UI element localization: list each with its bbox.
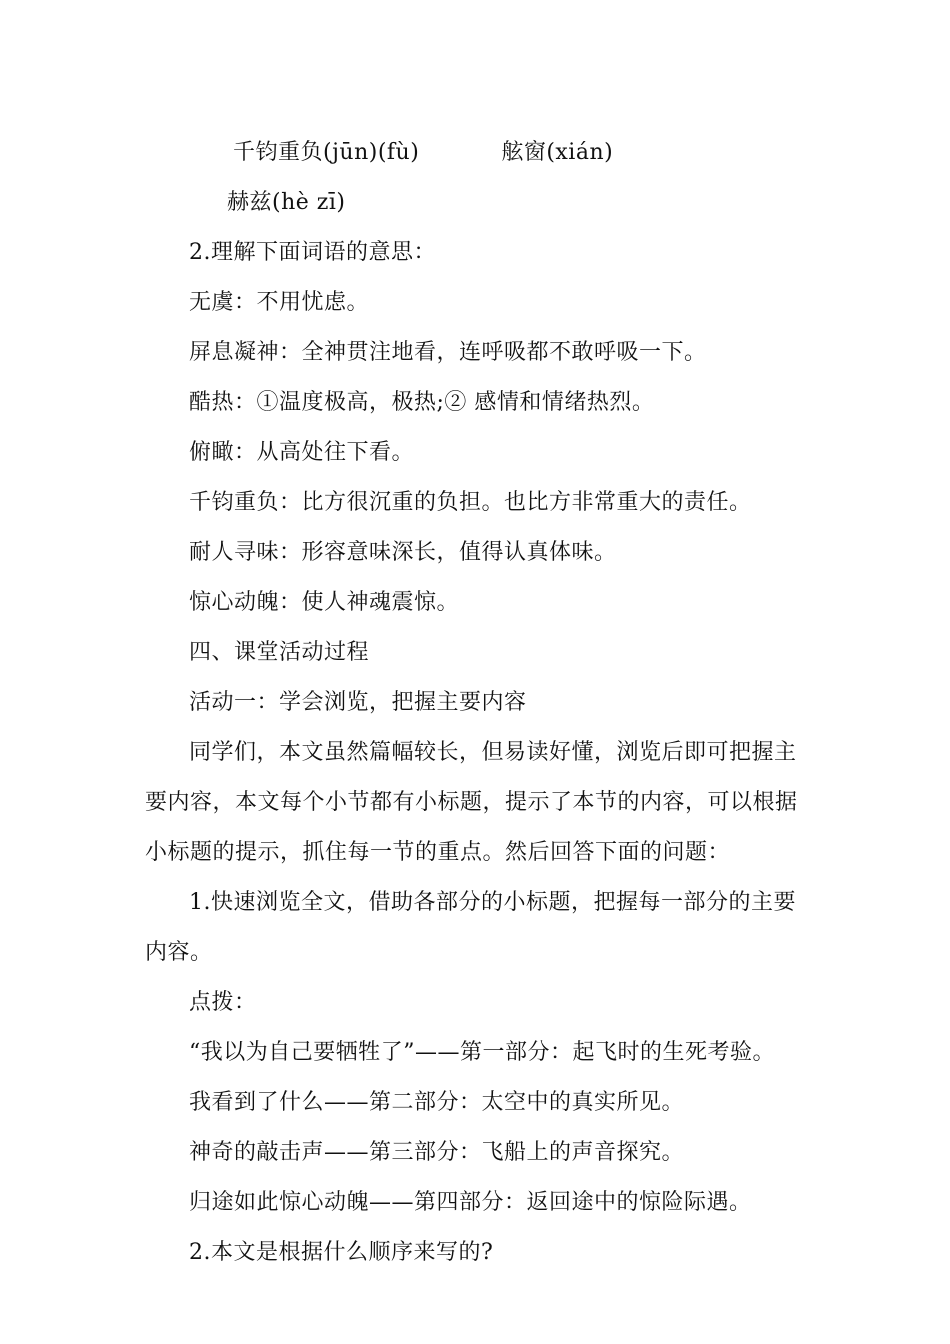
definition-jingxindongpo: 惊心动魄：使人神魂震惊。 [189,590,460,615]
hint-label: 点拨： [189,990,257,1015]
part-4-summary: 归途如此惊心动魄——第四部分：返回途中的惊险际遇。 [189,1190,752,1215]
activity-1-intro: 同学们，本文虽然篇幅较长，但易读好懂，浏览后即可把握主要内容，本文每个小节都有小标题，提示了本节的内容，可以根据小标题的提示，抓住每一节的重点。然后回答下面的问题： [145,740,798,865]
section-heading-4: 四、课堂活动过程 [189,640,370,665]
document-body [145,128,810,1278]
activity-1-question-2: 2.本文是根据什么顺序来写的? [189,1240,494,1265]
part-1-summary: “我以为自己要牺牲了”——第一部分：起飞时的生死考验。 [189,1040,775,1065]
definition-pingxiningshen: 屏息凝神：全神贯注地看，连呼吸都不敢呼吸一下。 [189,340,707,365]
activity-1-heading: 活动一：学会浏览，把握主要内容 [189,690,527,715]
part-3-summary: 神奇的敲击声——第三部分：飞船上的声音探究。 [189,1140,685,1165]
definition-nairenxunwei: 耐人寻味：形容意味深长，值得认真体味。 [189,540,617,565]
pinyin-line [145,128,810,228]
definition-fukan: 俯瞰：从高处往下看。 [189,440,415,465]
part-2-summary: 我看到了什么——第二部分：太空中的真实所见。 [189,1090,685,1115]
activity-1-question-1: 1.快速浏览全文，借助各部分的小标题，把握每一部分的主要内容。 [145,890,796,965]
definition-qianjunzhongfu: 千钧重负：比方很沉重的负担。也比方非常重大的责任。 [189,490,752,515]
pinyin-item-xianchuang: 舷窗(xián) [501,140,614,165]
definition-kure: 酷热：①温度极高，极热;② 感情和情绪热烈。 [189,390,655,415]
pinyin-item-hezi: 赫兹(hè zī) [227,190,346,215]
question-2-heading: 2.理解下面词语的意思： [189,240,436,265]
pinyin-item-qianjunzhongfu: 千钧重负(jūn)(fù) [233,140,420,165]
definition-wuyu: 无虞：不用忧虑。 [189,290,370,315]
